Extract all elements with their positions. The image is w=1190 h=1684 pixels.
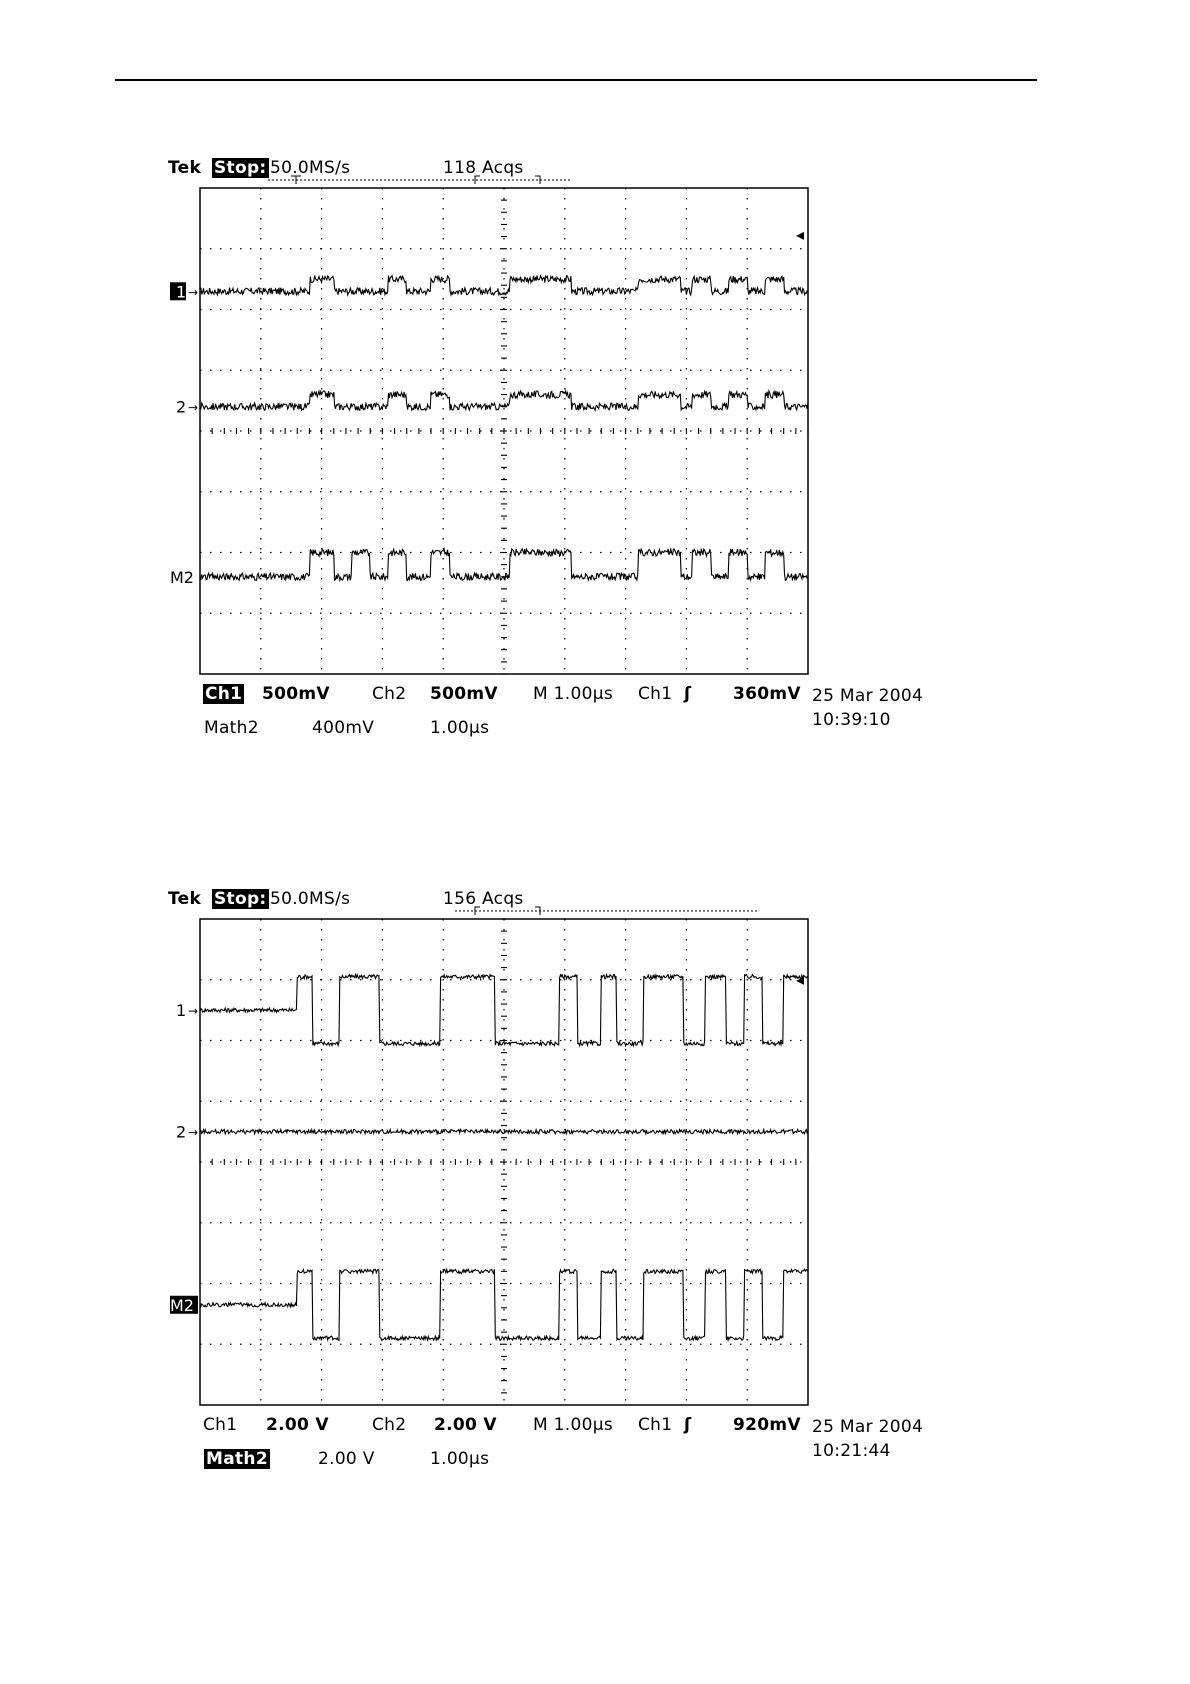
math-scale: 400mV	[312, 718, 375, 738]
acquisition-count: 156 Acqs	[443, 889, 524, 909]
ch2-scale: 500mV	[430, 684, 498, 704]
ch1-label: Ch1	[205, 684, 243, 704]
math-time-scale: 1.00µs	[430, 1449, 490, 1469]
math-label: Math2	[206, 1449, 268, 1469]
ch2-label: Ch2	[372, 684, 407, 704]
status-badge: Stop:	[214, 889, 267, 909]
channel-marker-1	[170, 282, 198, 301]
channel-marker-2	[176, 1123, 198, 1142]
ch1-scale: 2.00 V	[266, 1415, 329, 1435]
channel-marker-text: 2	[176, 397, 187, 417]
capture-time: 10:21:44	[812, 1441, 891, 1461]
status-badge: Stop:	[214, 158, 267, 178]
capture-time: 10:39:10	[812, 710, 891, 730]
trigger-source: Ch1	[638, 684, 673, 704]
math-time-scale: 1.00µs	[430, 718, 490, 738]
oscilloscope-capture-1	[0, 150, 1190, 950]
channel-marker-text: 2	[176, 1122, 187, 1142]
acquisition-count: 118 Acqs	[443, 158, 524, 178]
channel-arrow-icon: →	[188, 285, 199, 300]
ch1-scale: 500mV	[262, 684, 330, 704]
trigger-level-arrow-icon: ◂	[796, 225, 805, 244]
capture-date: 25 Mar 2004	[812, 686, 924, 706]
channel-marker-text: M2	[170, 567, 194, 587]
brand-label: Tek	[168, 158, 202, 178]
time-scale: M 1.00µs	[533, 684, 613, 704]
trigger-level: 920mV	[733, 1415, 801, 1435]
capture-date: 25 Mar 2004	[812, 1417, 924, 1437]
trigger-source: Ch1	[638, 1415, 673, 1435]
waveform-2	[200, 391, 808, 410]
scope-screen	[0, 881, 1190, 1481]
sample-rate: 50.0MS/s	[270, 889, 351, 909]
channel-arrow-icon: →	[188, 1004, 199, 1019]
channel-marker-1	[176, 1001, 198, 1020]
scope-screen	[0, 150, 1190, 750]
ch1-label: Ch1	[203, 1415, 238, 1435]
channel-arrow-icon: →	[188, 1125, 199, 1140]
oscilloscope-capture-2	[0, 881, 1190, 1681]
ch2-scale: 2.00 V	[434, 1415, 497, 1435]
page-top-rule	[115, 79, 1037, 81]
trigger-edge-icon: ʃ	[684, 1415, 692, 1435]
channel-marker-2	[176, 398, 198, 417]
trigger-level-arrow-icon: ◂	[796, 970, 805, 989]
channel-marker-text: 1	[176, 1001, 187, 1021]
channel-marker-text: 1	[176, 282, 187, 302]
time-scale: M 1.00µs	[533, 1415, 613, 1435]
trigger-edge-icon: ʃ	[684, 684, 692, 704]
channel-marker-M2	[170, 1296, 198, 1315]
ch2-label: Ch2	[372, 1415, 407, 1435]
math-scale: 2.00 V	[318, 1449, 375, 1469]
record-position-bar	[268, 176, 572, 184]
math-label: Math2	[204, 718, 259, 738]
channel-marker-M2	[170, 568, 194, 587]
channel-marker-text: M2	[170, 1295, 194, 1315]
record-position-bar	[455, 907, 758, 915]
sample-rate: 50.0MS/s	[270, 158, 351, 178]
brand-label: Tek	[168, 889, 202, 909]
trigger-level: 360mV	[733, 684, 801, 704]
channel-arrow-icon: →	[188, 400, 199, 415]
